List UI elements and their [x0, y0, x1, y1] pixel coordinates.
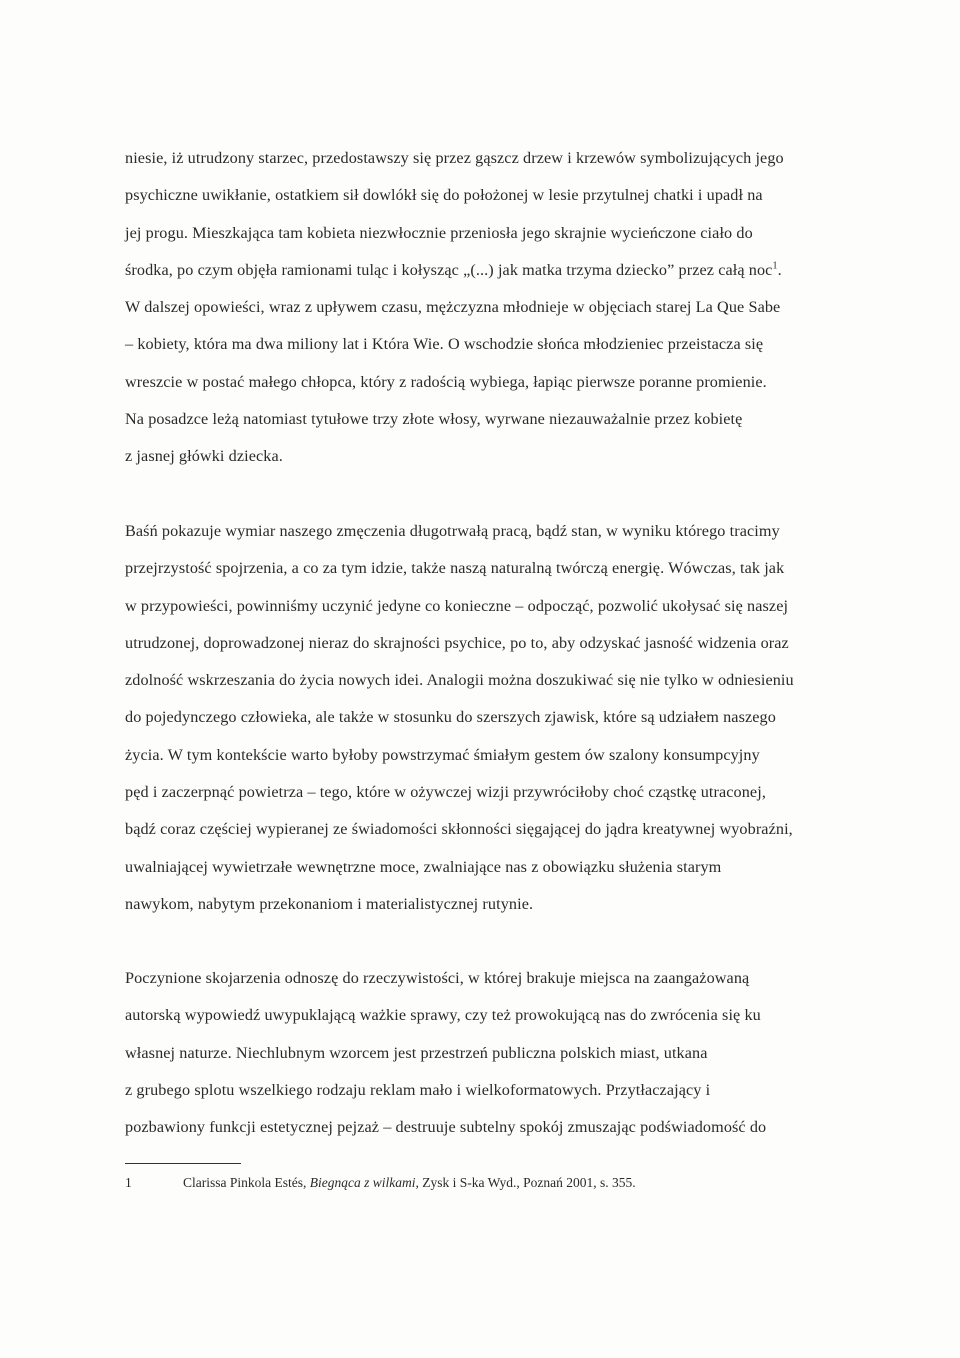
- paragraph-line: pozbawiony funkcji estetycznej pejzaż – destruuje subtelny spokój zmuszając podświadomość do: [125, 1118, 767, 1137]
- paragraph-line: – kobiety, która ma dwa miliony lat i Która Wie. O wschodzie słońca młodzieniec przeistacza się: [125, 335, 764, 354]
- paragraph-line: wreszcie w postać małego chłopca, który z radością wybiega, łapiąc pierwsze poranne promienie.: [125, 372, 767, 391]
- footnote-publication: , Zysk i S-ka Wyd., Poznań 2001, s. 355.: [415, 1175, 636, 1190]
- footnote-number: 1: [125, 1175, 132, 1190]
- footnote: [125, 1174, 636, 1192]
- paragraph-line-with-footnote: środka, po czym objęła ramionami tuląc i kołysząc „(...) jak matka trzyma dziecko” przez całą noc$^1$.: [125, 260, 782, 279]
- paragraph-line: bądź coraz częściej wypieranej ze świadomości skłonności sięgającej do jądra kreatywnej wyobraźni,: [125, 820, 793, 839]
- paragraph-line: w przypowieści, powinniśmy uczynić jedyne co konieczne – odpocząć, pozwolić ukołysać się naszej: [125, 596, 789, 615]
- paragraph-line: Baśń pokazuje wymiar naszego zmęczenia długotrwałą pracą, bądź stan, w wyniku którego tracimy: [125, 522, 780, 540]
- footnote-divider: [125, 1163, 241, 1164]
- paragraph-line: do pojedynczego człowieka, ale także w stosunku do szerszych zjawisk, które są udziałem naszego: [125, 708, 776, 727]
- paragraph-line: nawykom, nabytym przekonaniom i materialistycznej rutynie.: [125, 894, 534, 913]
- paragraph-1: [125, 140, 860, 476]
- paragraph-2: [125, 513, 860, 923]
- paragraph-line: niesie, iż utrudzony starzec, przedostawszy się przez gąszcz drzew i krzewów symbolizujących jego: [125, 149, 784, 167]
- paragraph-line: własnej naturze. Niechlubnym wzorcem jest przestrzeń publiczna polskich miast, utkana: [125, 1043, 708, 1062]
- paragraph-line: zdolność wskrzeszania do życia nowych idei. Analogii można doszukiwać się nie tylko w odniesieniu: [125, 671, 794, 690]
- paragraph-line: utrudzonej, doprowadzonej nieraz do skrajności psychice, po to, aby odzyskać jasność widzenia oraz: [125, 633, 789, 652]
- paragraph-line: psychiczne uwikłanie, ostatkiem sił dowlókł się do położonej w lesie przytulnej chatki i upadł na: [125, 186, 763, 205]
- paragraph-line: przejrzystość spojrzenia, a co za tym idzie, także naszą naturalną twórczą energię. Wówczas, tak jak: [125, 559, 785, 578]
- paragraph-line: Na posadzce leżą natomiast tytułowe trzy złote włosy, wyrwane niezauważalnie przez kobietę: [125, 410, 743, 429]
- footnote-reference: 1: [772, 260, 778, 272]
- paragraph-line: W dalszej opowieści, wraz z upływem czasu, mężczyzna młodnieje w objęciach starej La Que Sabe: [125, 298, 781, 317]
- paragraph-line: pęd i zaczerpnąć powietrza – tego, które w ożywczej wizji przywróciłoby choć cząstkę utraconej,: [125, 783, 766, 802]
- paragraph-line: Poczynione skojarzenia odnoszę do rzeczywistości, w której brakuje miejsca na zaangażowaną: [125, 969, 750, 987]
- paragraph-line: życia. W tym kontekście warto byłoby powstrzymać śmiałym gestem ów szalony konsumpcyjny: [125, 745, 760, 764]
- footnote-author: Clarissa Pinkola Estés,: [183, 1175, 310, 1190]
- paragraph-line: z grubego splotu wszelkiego rodzaju reklam mało i wielkoformatowych. Przytłaczający i: [125, 1080, 711, 1099]
- paragraph-line: uwalniającej wywietrzałe wewnętrzne moce, zwalniające nas z obowiązku służenia starym: [125, 857, 722, 876]
- paragraph-line: autorską wypowiedź uwypuklającą ważkie sprawy, czy też prowokującą nas do zwrócenia się ku: [125, 1006, 761, 1025]
- paragraph-3: [125, 960, 860, 1146]
- paragraph-line: jej progu. Mieszkająca tam kobieta niezwłocznie przeniosła jego skrajnie wycieńczone ciało do: [125, 223, 753, 242]
- paragraph-line-text: środka, po czym objęła ramionami tuląc i kołysząc „(...) jak matka trzyma dziecko” przez całą noc: [125, 260, 773, 279]
- footnote-book-title: Biegnąca z wilkami: [309, 1175, 416, 1190]
- paragraph-line: z jasnej główki dziecka.: [125, 447, 283, 466]
